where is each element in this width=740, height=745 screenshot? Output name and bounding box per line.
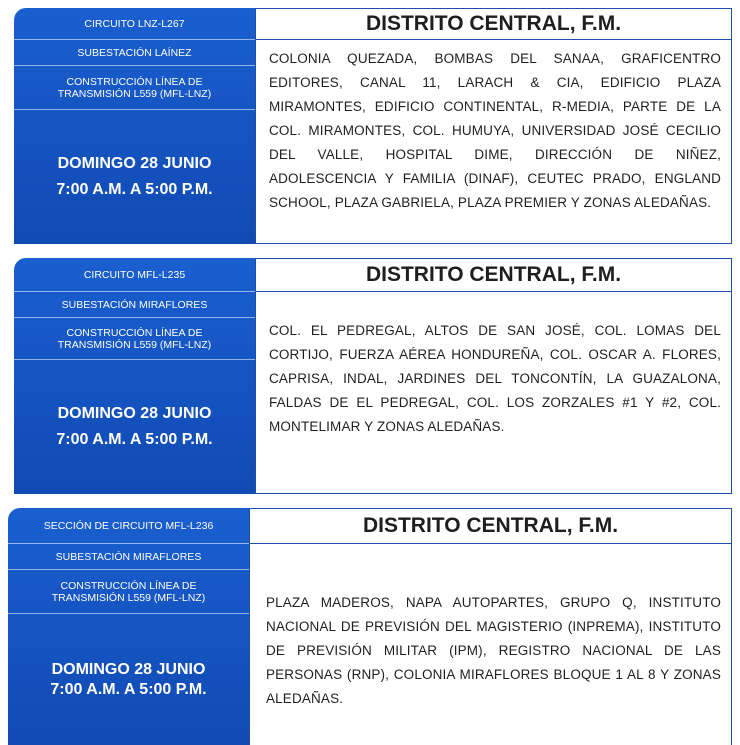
outage-block-2 <box>14 258 732 494</box>
schedule-time: 7:00 A.M. A 5:00 P.M. <box>56 431 213 448</box>
substation-label: SUBESTACIÓN LAÍNEZ <box>14 40 255 66</box>
circuit-label: CIRCUITO MFL-L235 <box>14 258 255 292</box>
construction-label <box>14 318 255 360</box>
areas-panel <box>255 258 732 494</box>
block-sidebar <box>8 508 249 745</box>
schedule <box>14 360 255 494</box>
circuit-label: CIRCUITO LNZ-L267 <box>14 8 255 40</box>
schedule-date: DOMINGO 28 JUNIO <box>57 405 212 422</box>
district-title: DISTRITO CENTRAL, F.M. <box>250 509 731 544</box>
construction-line-2: TRANSMISIÓN L559 (MFL-LNZ) <box>57 338 212 351</box>
construction-line-2: TRANSMISIÓN L559 (MFL-LNZ) <box>57 87 212 100</box>
schedule-date: DOMINGO 28 JUNIO <box>51 661 206 678</box>
schedule-time: 7:00 A.M. A 5:00 P.M. <box>50 681 207 698</box>
district-title: DISTRITO CENTRAL, F.M. <box>256 259 731 292</box>
district-title: DISTRITO CENTRAL, F.M. <box>256 9 731 40</box>
circuit-label: SECCIÓN DE CIRCUITO MFL-L236 <box>8 508 249 544</box>
affected-areas: COL. EL PEDREGAL, ALTOS DE SAN JOSÉ, COL. LOMAS DEL CORTIJO, FUERZA AÉREA HONDUREÑA, COL. OSCAR A. FLORES, CAPRISA, INDAL, JARDINES DEL TONCONTÍN, LA GUAZALONA, FALDAS DE EL PEDREGAL, COL. LOS ZORZALES #1 Y #2, COL. MONTELIMAR Y ZONAS ALEDAÑAS. <box>269 323 721 434</box>
areas-panel <box>249 508 732 745</box>
construction-line-1: CONSTRUCCIÓN LÍNEA DE <box>66 75 203 88</box>
schedule <box>14 110 255 244</box>
schedule <box>8 614 249 745</box>
substation-label: SUBESTACIÓN MIRAFLORES <box>14 292 255 318</box>
construction-label <box>8 570 249 614</box>
construction-line-1: CONSTRUCCIÓN LÍNEA DE <box>66 326 203 339</box>
schedule-date: DOMINGO 28 JUNIO <box>57 155 212 172</box>
construction-line-2: TRANSMISIÓN L559 (MFL-LNZ) <box>51 591 206 604</box>
schedule-time: 7:00 A.M. A 5:00 P.M. <box>56 181 213 198</box>
construction-label <box>14 66 255 110</box>
block-sidebar <box>14 8 255 244</box>
outage-block-3 <box>8 508 732 745</box>
affected-areas: PLAZA MADEROS, NAPA AUTOPARTES, GRUPO Q, INSTITUTO NACIONAL DE PREVISIÓN DEL MAGISTERIO (INPREMA), INSTITUTO DE PREVISIÓN MILITAR (IPM), REGISTRO NACIONAL DE LAS PERSONAS (RNP), COLONIA MIRAFLORES BLOQUE 1 AL 8 Y ZONAS ALEDAÑAS. <box>266 595 721 706</box>
block-sidebar <box>14 258 255 494</box>
affected-areas: COLONIA QUEZADA, BOMBAS DEL SANAA, GRAFICENTRO EDITORES, CANAL 11, LARACH & CIA, EDIFICIO PLAZA MIRAMONTES, EDIFICIO CONTINENTAL, R-MEDIA, PARTE DE LA COL. MIRAMONTES, COL. HUMUYA, UNIVERSIDAD JOSÉ CECILIO DEL VALLE, HOSPITAL DIME, DIRECCIÓN DE NIÑEZ, ADOLESCENCIA Y FAMILIA (DINAF), CEUTEC PRADO, ENGLAND SCHOOL, PLAZA GABRIELA, PLAZA PREMIER Y ZONAS ALEDAÑAS. <box>269 51 721 210</box>
substation-label: SUBESTACIÓN MIRAFLORES <box>8 544 249 570</box>
construction-line-1: CONSTRUCCIÓN LÍNEA DE <box>60 579 197 592</box>
outage-block-1 <box>14 8 732 244</box>
areas-panel <box>255 8 732 244</box>
